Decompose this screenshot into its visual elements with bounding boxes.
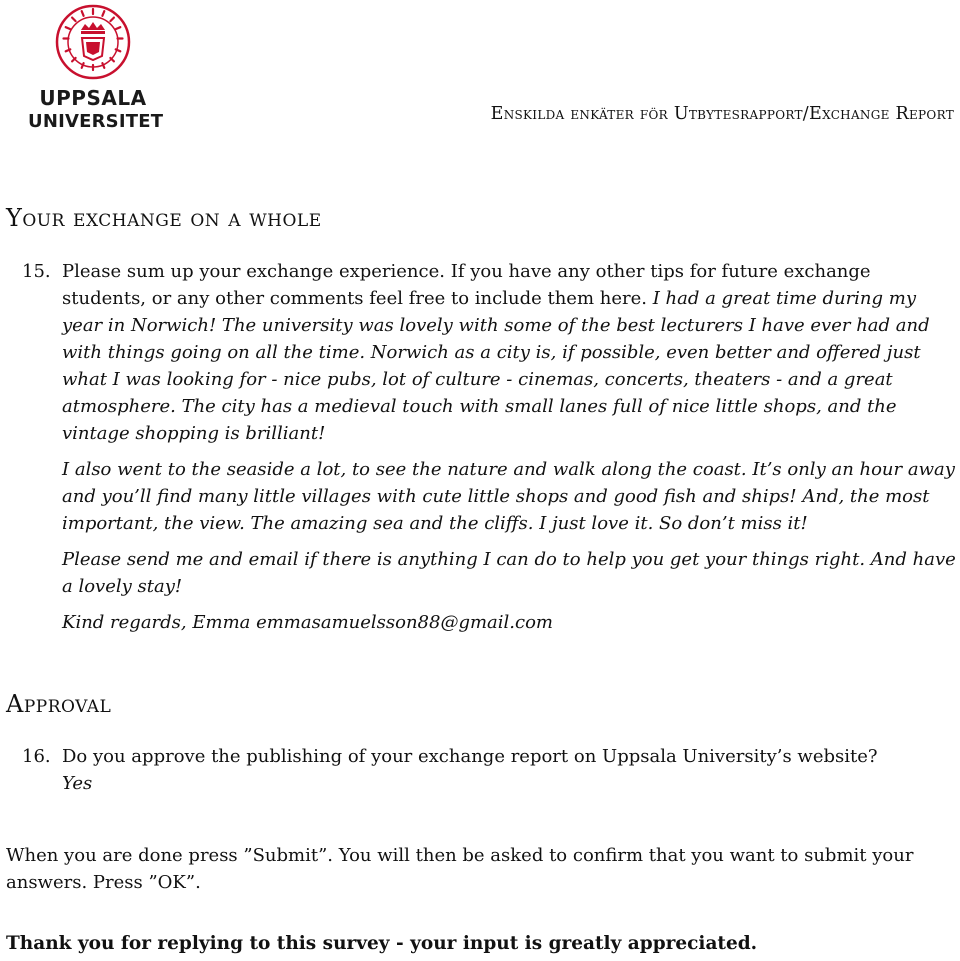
section-heading-approval: Approval — [6, 690, 112, 718]
question-15 — [22, 258, 956, 636]
answer-paragraph: I had a great time during my year in Norwich! The university was lovely with some of the best lecturers I have ever had and with things going on all the time. Norwich as a city is, if possible, even better and offered just what I was looking for - nice pubs, lot of culture - cinemas, concerts, theaters - and a great atmosphere. The city has a medieval touch with small lanes full of nice little shops, and the vintage shopping is brilliant! — [62, 288, 930, 444]
answer-paragraph: Please send me and email if there is anything I can do to help you get your things right. And have a lovely stay! — [62, 549, 956, 597]
question-number: 15. — [22, 261, 51, 282]
question-body — [62, 258, 956, 636]
thank-you-message: Thank you for replying to this survey - your input is greatly appreciated. — [6, 933, 758, 954]
answer-signature: Kind regards, Emma emmasamuelsson88@gmail.com — [62, 612, 554, 633]
question-text: Do you approve the publishing of your exchange report on Uppsala University’s website? — [62, 746, 878, 767]
answer-text: Yes — [62, 773, 93, 794]
section-heading-exchange: Your exchange on a whole — [6, 204, 322, 232]
page-title: Enskilda enkäter för Utbytesrapport/Exchange Report — [490, 104, 954, 124]
university-name-line2: UNIVERSITET — [28, 111, 164, 132]
university-logo — [28, 4, 164, 134]
question-number: 16. — [22, 746, 51, 767]
question-16 — [22, 743, 956, 797]
question-body — [62, 743, 956, 797]
answer-text — [62, 288, 930, 444]
answer-paragraph: I also went to the seaside a lot, to see the nature and walk along the coast. It’s only an hour away and you’ll find many little villages with cute little shops and good fish and ships! And, the most important, the view. The amazing sea and the cliffs. I just love it. So don’t miss it! — [62, 459, 955, 534]
university-seal-icon — [55, 4, 131, 80]
answer-continued — [62, 456, 956, 636]
submit-instructions: When you are done press ”Submit”. You will then be asked to confirm that you want to submit your answers. Press ”OK”. — [6, 845, 914, 893]
question-text: Please sum up your exchange experience. If you have any other tips for future exchange students, or any other comments feel free to include them here. — [62, 261, 871, 309]
university-name-line1: UPPSALA — [39, 86, 147, 110]
